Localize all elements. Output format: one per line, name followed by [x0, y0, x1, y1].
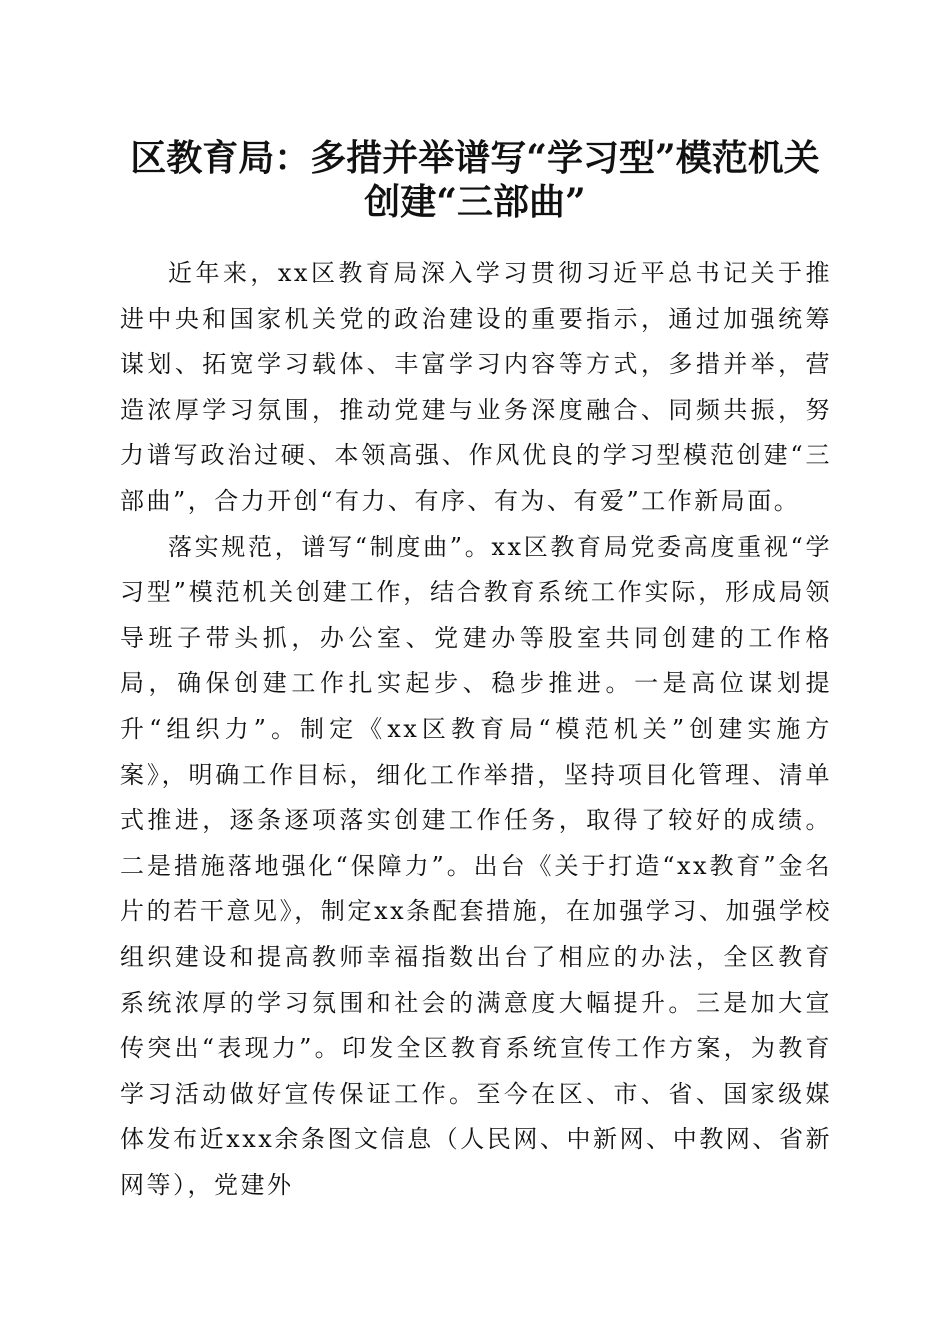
document-title: [100, 136, 850, 224]
paragraph-institution: 落实规范，谱写“制度曲”。xx区教育局党委高度重视“学习型”模范机关创建工作，结合教育系统工作实际，形成局领导班子带头抓，办公室、党建办等股室共同创建的工作格局，确保创建工作扎实起步、稳步推进。一是高位谋划提升“组织力”。制定《xx区教育局“模范机关”创建实施方案》，明确工作目标，细化工作举措，坚持项目化管理、清单式推进，逐条逐项落实创建工作任务，取得了较好的成绩。二是措施落地强化“保障力”。出台《关于打造“xx教育”金名片的若干意见》，制定xx条配套措施，在加强学习、加强学校组织建设和提高教师幸福指数出台了相应的办法，全区教育系统浓厚的学习氛围和社会的满意度大幅提升。三是加大宣传突出“表现力”。印发全区教育系统宣传工作方案，为教育学习活动做好宣传保证工作。至今在区、市、省、国家级媒体发布近xxx余条图文信息（人民网、中新网、中教网、省新网等），党建外: [120, 532, 832, 1199]
paragraph-intro: 近年来，xx区教育局深入学习贯彻习近平总书记关于推进中央和国家机关党的政治建设的重要指示，通过加强统筹谋划、拓宽学习载体、丰富学习内容等方式，多措并举，营造浓厚学习氛围，推动党建与业务深度融合、同频共振，努力谱写政治过硬、本领高强、作风优良的学习型模范创建“三部曲”，合力开创“有力、有序、有为、有爱”工作新局面。: [120, 259, 832, 515]
title-line-1: 区教育局：多措并举谱写“学习型”模范机关: [130, 137, 820, 179]
document-body: [120, 251, 832, 1208]
title-line-2: 创建“三部曲”: [364, 181, 586, 223]
